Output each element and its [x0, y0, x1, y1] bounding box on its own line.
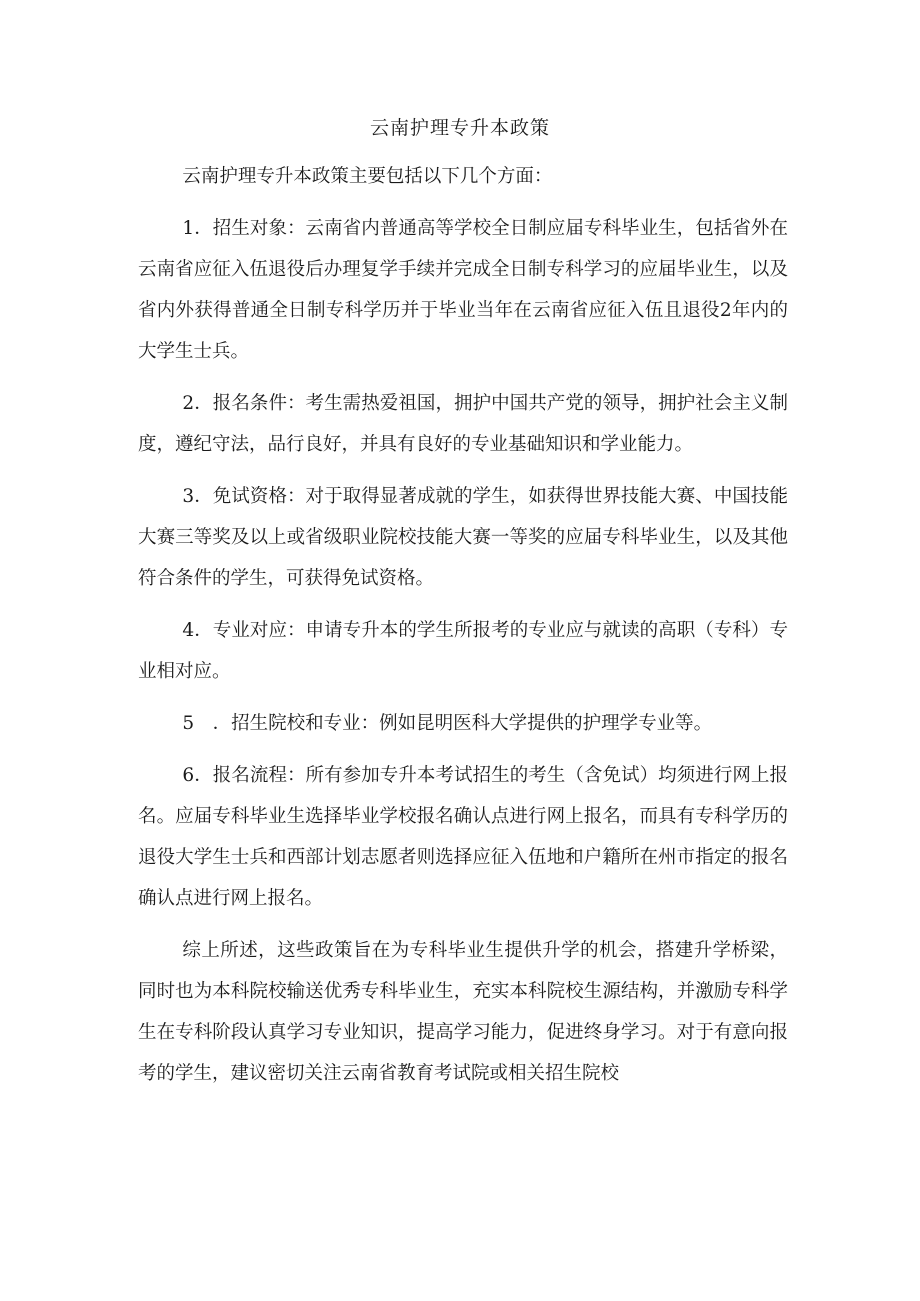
item-schools-and-majors: 5 ．招生院校和专业：例如昆明医科大学提供的护理学专业等。 — [182, 713, 713, 734]
item-application-process: 6．报名流程：所有参加专升本考试招生的考生（含免试）均须进行网上报名。应届专科毕业生选择毕业学校报名确认点进行网上报名，而具有专科学历的退役大学生士兵和西部计划志愿者则选择应征入伍地和户籍所在州市指定的报名确认点进行网上报名。 — [138, 765, 788, 909]
item-application-conditions: 2．报名条件：考生需热爱祖国，拥护中国共产党的领导，拥护社会主义制度，遵纪守法，品行良好，并具有良好的专业基础知识和学业能力。 — [138, 393, 788, 455]
document-title: 云南护理专升本政策 — [369, 117, 550, 139]
summary-paragraph: 综上所述，这些政策旨在为专科毕业生提供升学的机会，搭建升学桥梁，同时也为本科院校输送优秀专科毕业生，充实本科院校生源结构，并激励专科学生在专科阶段认真学习专业知识，提高学习能力，促进终身学习。对于有意向报考的学生，建议密切关注云南省教育考试院或相关招生院校 — [138, 940, 788, 1084]
document-body — [138, 156, 788, 1105]
item-exemption-qualification: 3．免试资格：对于取得显著成就的学生，如获得世界技能大赛、中国技能大赛三等奖及以上或省级职业院校技能大赛一等奖的应届专科毕业生，以及其他符合条件的学生，可获得免试资格。 — [138, 486, 788, 589]
item-major-correspondence: 4．专业对应：申请专升本的学生所报考的专业应与就读的高职（专科）专业相对应。 — [138, 620, 788, 682]
item-enrollment-target: 1．招生对象：云南省内普通高等学校全日制应届专科毕业生，包括省外在云南省应征入伍退役后办理复学手续并完成全日制专科学习的应届毕业生，以及省内外获得普通全日制专科学历并于毕业当年在云南省应征入伍且退役2年内的大学生士兵。 — [138, 218, 788, 362]
intro-paragraph: 云南护理专升本政策主要包括以下几个方面： — [182, 166, 553, 187]
